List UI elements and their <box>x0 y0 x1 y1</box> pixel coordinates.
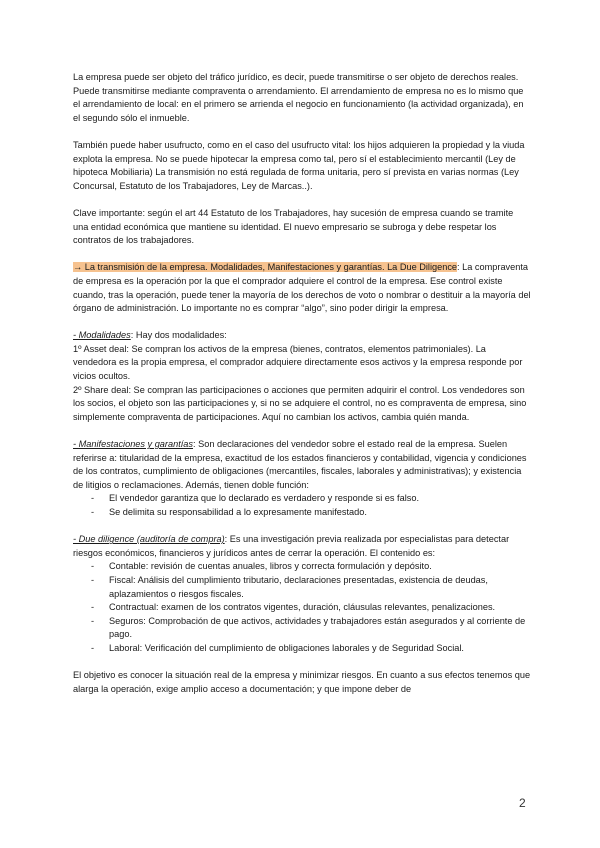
manifestaciones-paragraph <box>73 438 531 492</box>
list-item-text: Se delimita su responsabilidad a lo expresamente manifestado. <box>109 507 367 517</box>
list-item <box>73 574 531 601</box>
dash-bullet: - <box>91 615 95 626</box>
due-diligence-paragraph <box>73 533 531 560</box>
section-heading-modalidades: - Modalidades <box>73 330 131 341</box>
section-due-diligence <box>73 533 531 655</box>
list-item <box>73 642 531 656</box>
page-content <box>73 71 531 710</box>
paragraph-transmision-empresa <box>73 261 531 315</box>
list-item-text: Fiscal: Análisis del cumplimiento tributario, declaraciones presentadas, existencia de deudas, aplazamientos o riesgos fiscales. <box>109 574 488 599</box>
dash-bullet: - <box>91 561 95 572</box>
list-item <box>73 506 531 520</box>
modalidades-intro-line <box>73 329 531 343</box>
dash-bullet: - <box>91 602 95 613</box>
dash-bullet: - <box>91 507 95 517</box>
dash-bullet: - <box>91 493 95 504</box>
list-item-text: Seguros: Comprobación de que activos, actividades y trabajadores están asegurados y al corriente de pago. <box>109 615 526 640</box>
list-item <box>73 492 531 506</box>
paragraph-closing: El objetivo es conocer la situación real de la empresa y minimizar riesgos. En cuanto a sus efectos tenemos que alarga la operación, exige amplio acceso a documentación; y que impone deber de <box>73 670 531 694</box>
due-diligence-text: : Es una investigación previa realizada por especialistas para detectar riesgos económicos, financieros y jurídicos antes de cerrar la operación. El contenido es: <box>73 534 510 558</box>
modalidades-intro: : Hay dos modalidades: <box>130 330 227 341</box>
modalidad-asset-deal: 1º Asset deal: Se compran los activos de la empresa (bienes, contratos, elementos patrimoniales). La vendedora es la propia empresa, el comprador adquiere directamente esos activos y la empresa responde por vicios ocultos. <box>73 343 523 382</box>
list-item <box>73 560 531 574</box>
list-item-text: El vendedor garantiza que lo declarado es verdadero y responde si es falso. <box>109 493 420 504</box>
list-item-text: Contable: revisión de cuentas anuales, libros y correcta formulación y depósito. <box>109 561 432 572</box>
manifestaciones-text: : Son declaraciones del vendedor sobre el estado real de la empresa. Suelen referirse a: titularidad de la empresa, exactitud de los estados financieros y contabilidad, vigencia y condiciones de los contratos, cumplimiento de obligaciones (mercantiles, fiscales, laborales y administrativas); y existencia de litigios o reclamaciones. Además, tienen doble función: <box>73 439 527 490</box>
modalidad-share-deal: 2º Share deal: Se compran las participaciones o acciones que permiten adquirir el control. Los vendedores son los socios, el objeto son las participaciones y, si no se adquiere el control, no es compraventa de empresa, sino simplemente compraventa de participaciones. Aquí no cambian los activos, cambia quién manda. <box>73 384 527 422</box>
paragraph-transmision-intro: La empresa puede ser objeto del tráfico jurídico, es decir, puede transmitirse o ser objeto de derechos reales. Puede transmitirse mediante compraventa o arrendamiento. El arrendamiento de empresa no es lo mismo que el arrendamiento de local: en el primero se arrienda el negocio en funcionamiento (la actividad organizada), en el segundo sólo el inmueble. <box>73 72 524 123</box>
manifestaciones-list <box>73 492 531 519</box>
section-modalidades <box>73 329 531 424</box>
section-heading-manifestaciones: - Manifestaciones y garantías <box>73 439 194 450</box>
section-manifestaciones <box>73 438 531 520</box>
dash-bullet: - <box>91 642 95 653</box>
list-item-text: Laboral: Verificación del cumplimiento de obligaciones laborales y de Seguridad Social. <box>109 642 464 653</box>
paragraph-clave-importante: Clave importante: según el art 44 Estatuto de los Trabajadores, hay sucesión de empresa cuando se tramite una entidad económica que mantiene su identidad. El nuevo empresario se subroga y debe respetar los contratos de los trabajadores. <box>73 207 514 246</box>
list-item-text: Contractual: examen de los contratos vigentes, duración, cláusulas relevantes, penalizaciones. <box>109 602 496 613</box>
list-item <box>73 615 531 642</box>
dash-bullet: - <box>91 574 95 585</box>
list-item <box>73 601 531 615</box>
section-heading-transmision: → La transmisión de la empresa. Modalidades, Manifestaciones y garantías. La Due Diligence <box>73 262 458 273</box>
due-diligence-list <box>73 560 531 655</box>
page-number: 2 <box>519 796 526 810</box>
transmision-text: : La compraventa de empresa es la operación por la que el comprador adquiere el control de la empresa. Ese control existe cuando, tras la operación, puede tener la mayoría de los derechos de voto o nombrar o destituir a la mayoría del órgano de administración. Lo importante no es comprar “algo”, sino poder dirigir la empresa. <box>73 262 531 314</box>
paragraph-usufructo: También puede haber usufructo, como en el caso del usufructo vital: los hijos adquieren la propiedad y la viuda explota la empresa. No se puede hipotecar la empresa como tal, pero sí el establecimiento mercantil (Ley de hipoteca Mobiliaria) La transmisión no está regulada de forma unitaria, pero sí prevista en varias normas (Ley Concursal, Estatuto de los Trabajadores, Ley de Marcas..). <box>73 139 525 191</box>
section-heading-due-diligence: - Due diligence (auditoría de compra) <box>73 534 225 545</box>
